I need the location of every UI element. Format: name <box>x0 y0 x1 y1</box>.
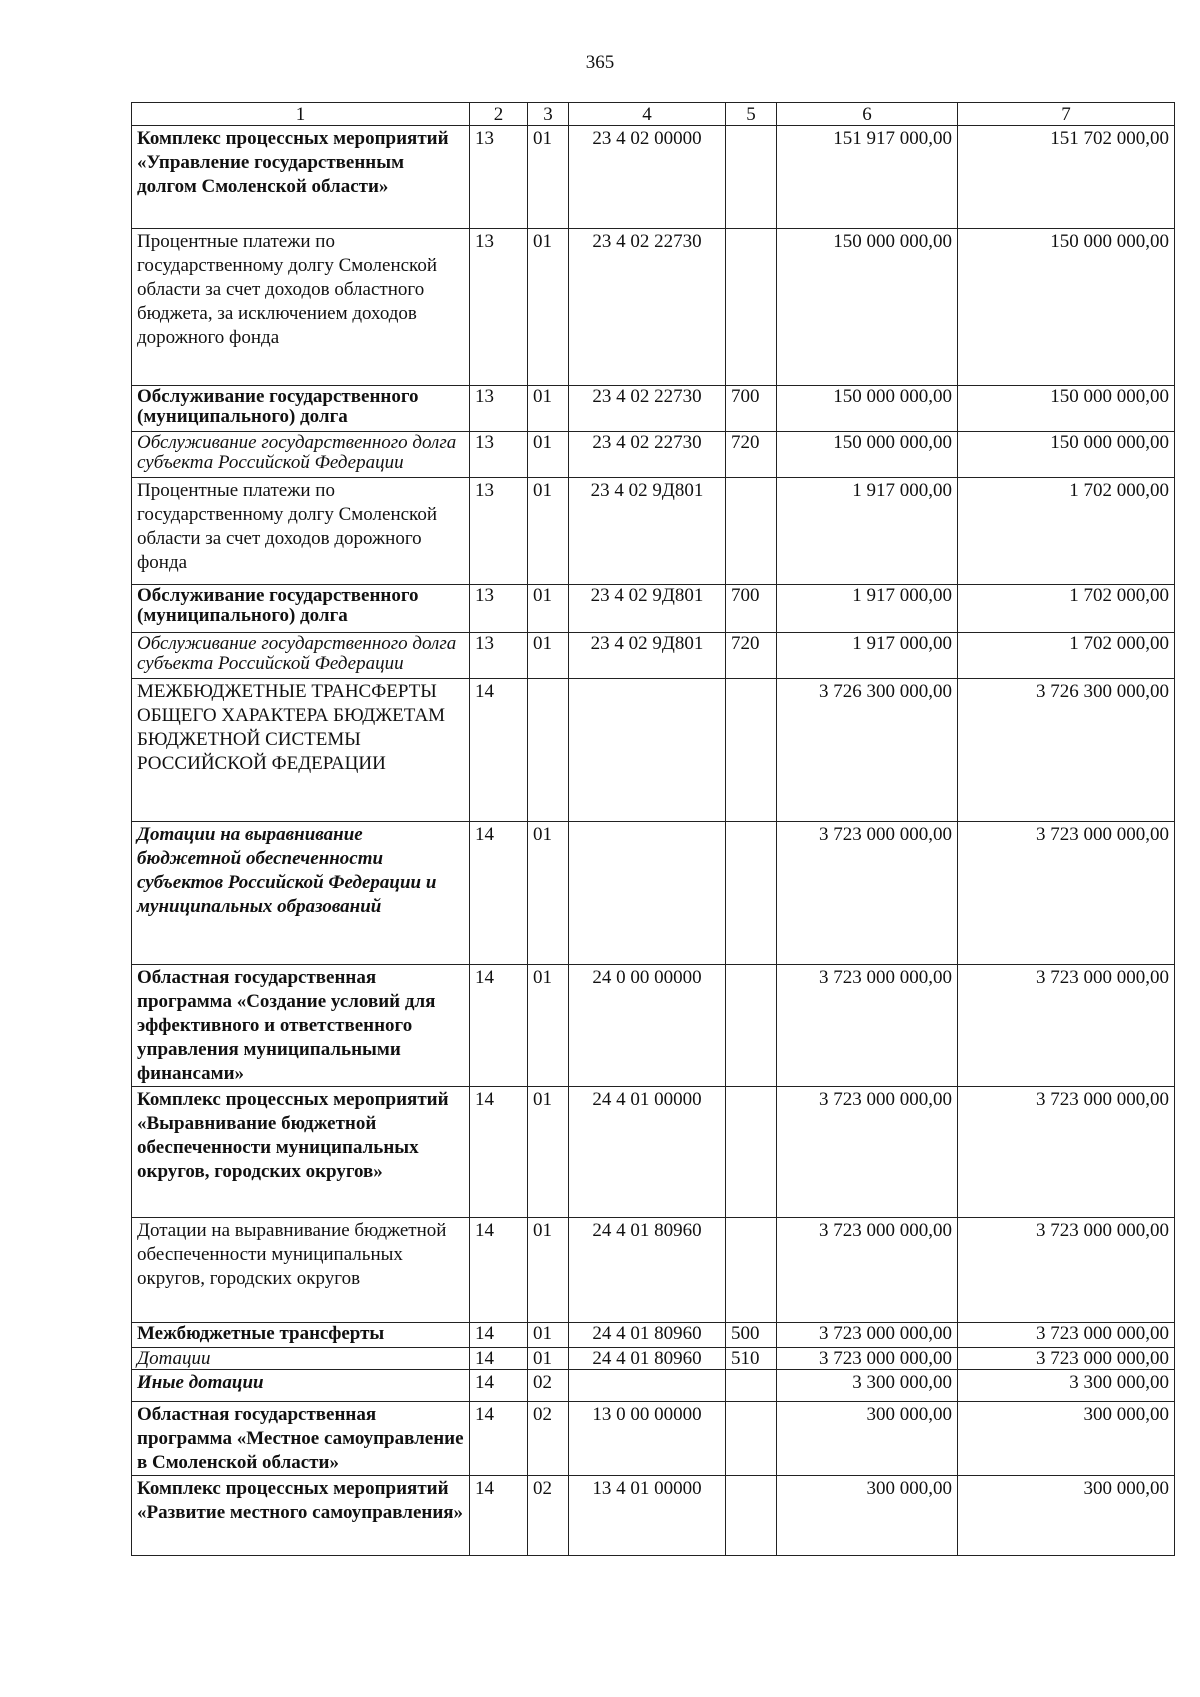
row-subsection: 01 <box>528 965 569 1087</box>
row-section: 14 <box>470 1348 528 1370</box>
row-amount-1: 3 723 000 000,00 <box>777 1218 958 1323</box>
row-target-code: 13 4 01 00000 <box>569 1476 726 1556</box>
row-target-code: 23 4 02 9Д801 <box>569 585 726 633</box>
row-subsection: 01 <box>528 126 569 229</box>
row-name: Процентные платежи по государственному долгу Смоленской области за счет доходов областного бюджета, за исключением доходов дорожного фонда <box>132 229 470 386</box>
row-target-code: 24 4 01 00000 <box>569 1087 726 1218</box>
row-section: 13 <box>470 126 528 229</box>
page-number: 365 <box>585 52 615 73</box>
header-cell: 1 <box>132 103 470 126</box>
row-section: 14 <box>470 1087 528 1218</box>
row-expense-type: 720 <box>726 633 777 679</box>
row-subsection <box>528 679 569 822</box>
header-cell: 2 <box>470 103 528 126</box>
header-cell: 5 <box>726 103 777 126</box>
row-name: Обслуживание государственного (муниципального) долга <box>132 585 470 633</box>
row-subsection: 02 <box>528 1476 569 1556</box>
row-amount-2: 3 726 300 000,00 <box>958 679 1175 822</box>
row-name: Комплекс процессных мероприятий «Управление государственным долгом Смоленской области» <box>132 126 470 229</box>
row-expense-type <box>726 1402 777 1476</box>
row-amount-1: 3 723 000 000,00 <box>777 1323 958 1348</box>
row-target-code: 24 0 00 00000 <box>569 965 726 1087</box>
table-row <box>132 1402 1175 1476</box>
row-section: 13 <box>470 229 528 386</box>
table-row <box>132 1323 1175 1348</box>
row-name: МЕЖБЮДЖЕТНЫЕ ТРАНСФЕРТЫ ОБЩЕГО ХАРАКТЕРА БЮДЖЕТАМ БЮДЖЕТНОЙ СИСТЕМЫ РОССИЙСКОЙ ФЕДЕРАЦИИ <box>132 679 470 822</box>
row-subsection: 01 <box>528 633 569 679</box>
row-expense-type <box>726 965 777 1087</box>
row-amount-2: 151 702 000,00 <box>958 126 1175 229</box>
row-amount-2: 150 000 000,00 <box>958 229 1175 386</box>
row-target-code: 23 4 02 9Д801 <box>569 478 726 585</box>
row-section: 14 <box>470 1370 528 1402</box>
row-subsection: 01 <box>528 1323 569 1348</box>
table-row <box>132 1476 1175 1556</box>
row-amount-1: 3 723 000 000,00 <box>777 822 958 965</box>
row-amount-2: 3 723 000 000,00 <box>958 1348 1175 1370</box>
row-name: Процентные платежи по государственному долгу Смоленской области за счет доходов дорожного фонда <box>132 478 470 585</box>
row-subsection: 01 <box>528 229 569 386</box>
row-amount-2: 150 000 000,00 <box>958 432 1175 478</box>
row-section: 14 <box>470 1323 528 1348</box>
row-subsection: 01 <box>528 1218 569 1323</box>
header-row <box>132 103 1175 126</box>
row-amount-1: 3 723 000 000,00 <box>777 1348 958 1370</box>
row-expense-type <box>726 1370 777 1402</box>
row-name: Дотации на выравнивание бюджетной обеспеченности муниципальных округов, городских округов <box>132 1218 470 1323</box>
table-row <box>132 1370 1175 1402</box>
row-subsection: 01 <box>528 822 569 965</box>
row-amount-1: 150 000 000,00 <box>777 229 958 386</box>
row-subsection: 02 <box>528 1402 569 1476</box>
row-amount-1: 1 917 000,00 <box>777 478 958 585</box>
row-amount-2: 1 702 000,00 <box>958 633 1175 679</box>
row-name: Дотации на выравнивание бюджетной обеспеченности субъектов Российской Федерации и муниципальных образований <box>132 822 470 965</box>
row-section: 14 <box>470 965 528 1087</box>
row-name: Комплекс процессных мероприятий «Выравнивание бюджетной обеспеченности муниципальных округов, городских округов» <box>132 1087 470 1218</box>
row-section: 14 <box>470 679 528 822</box>
row-amount-1: 300 000,00 <box>777 1476 958 1556</box>
table-row <box>132 432 1175 478</box>
row-expense-type: 700 <box>726 386 777 432</box>
row-amount-1: 3 723 000 000,00 <box>777 965 958 1087</box>
row-amount-2: 1 702 000,00 <box>958 585 1175 633</box>
row-name: Иные дотации <box>132 1370 470 1402</box>
row-target-code: 13 0 00 00000 <box>569 1402 726 1476</box>
row-expense-type: 700 <box>726 585 777 633</box>
row-amount-1: 150 000 000,00 <box>777 432 958 478</box>
row-target-code <box>569 822 726 965</box>
row-name: Обслуживание государственного долга субъекта Российской Федерации <box>132 432 470 478</box>
row-subsection: 01 <box>528 1087 569 1218</box>
table-row <box>132 822 1175 965</box>
table-row <box>132 633 1175 679</box>
table-row <box>132 1218 1175 1323</box>
budget-table <box>131 102 1175 1556</box>
row-target-code: 23 4 02 22730 <box>569 229 726 386</box>
row-subsection: 01 <box>528 432 569 478</box>
row-name: Дотации <box>132 1348 470 1370</box>
row-amount-1: 3 723 000 000,00 <box>777 1087 958 1218</box>
row-expense-type <box>726 478 777 585</box>
row-target-code <box>569 679 726 822</box>
row-subsection: 01 <box>528 478 569 585</box>
row-target-code: 23 4 02 00000 <box>569 126 726 229</box>
row-subsection: 01 <box>528 585 569 633</box>
row-expense-type <box>726 229 777 386</box>
row-amount-1: 150 000 000,00 <box>777 386 958 432</box>
table-row <box>132 965 1175 1087</box>
row-amount-1: 1 917 000,00 <box>777 585 958 633</box>
row-target-code <box>569 1370 726 1402</box>
row-amount-1: 3 300 000,00 <box>777 1370 958 1402</box>
table-row <box>132 679 1175 822</box>
table-row <box>132 126 1175 229</box>
table-row <box>132 386 1175 432</box>
header-cell: 7 <box>958 103 1175 126</box>
row-amount-2: 3 300 000,00 <box>958 1370 1175 1402</box>
row-expense-type: 500 <box>726 1323 777 1348</box>
row-section: 13 <box>470 478 528 585</box>
row-section: 14 <box>470 822 528 965</box>
row-section: 14 <box>470 1218 528 1323</box>
row-name: Обслуживание государственного долга субъекта Российской Федерации <box>132 633 470 679</box>
table-row <box>132 585 1175 633</box>
header-cell: 3 <box>528 103 569 126</box>
header-cell: 4 <box>569 103 726 126</box>
row-subsection: 02 <box>528 1370 569 1402</box>
row-section: 13 <box>470 386 528 432</box>
row-amount-2: 3 723 000 000,00 <box>958 1323 1175 1348</box>
row-target-code: 24 4 01 80960 <box>569 1323 726 1348</box>
row-subsection: 01 <box>528 386 569 432</box>
row-expense-type <box>726 126 777 229</box>
table-row <box>132 1348 1175 1370</box>
header-cell: 6 <box>777 103 958 126</box>
row-amount-2: 150 000 000,00 <box>958 386 1175 432</box>
row-expense-type <box>726 1087 777 1218</box>
row-section: 13 <box>470 585 528 633</box>
row-section: 13 <box>470 633 528 679</box>
table-row <box>132 478 1175 585</box>
row-amount-1: 151 917 000,00 <box>777 126 958 229</box>
row-section: 13 <box>470 432 528 478</box>
row-expense-type <box>726 1476 777 1556</box>
row-expense-type: 510 <box>726 1348 777 1370</box>
row-name: Обслуживание государственного (муниципального) долга <box>132 386 470 432</box>
row-expense-type <box>726 822 777 965</box>
row-target-code: 23 4 02 22730 <box>569 386 726 432</box>
row-amount-2: 300 000,00 <box>958 1402 1175 1476</box>
row-target-code: 23 4 02 22730 <box>569 432 726 478</box>
row-expense-type <box>726 1218 777 1323</box>
row-amount-2: 3 723 000 000,00 <box>958 822 1175 965</box>
row-target-code: 24 4 01 80960 <box>569 1218 726 1323</box>
row-name: Областная государственная программа «Создание условий для эффективного и ответственного управления муниципальными финансами» <box>132 965 470 1087</box>
row-amount-2: 3 723 000 000,00 <box>958 965 1175 1087</box>
table-row <box>132 229 1175 386</box>
row-name: Межбюджетные трансферты <box>132 1323 470 1348</box>
row-expense-type <box>726 679 777 822</box>
row-amount-2: 3 723 000 000,00 <box>958 1087 1175 1218</box>
row-amount-2: 3 723 000 000,00 <box>958 1218 1175 1323</box>
row-section: 14 <box>470 1402 528 1476</box>
row-section: 14 <box>470 1476 528 1556</box>
row-amount-1: 3 726 300 000,00 <box>777 679 958 822</box>
row-amount-2: 1 702 000,00 <box>958 478 1175 585</box>
row-expense-type: 720 <box>726 432 777 478</box>
row-name: Областная государственная программа «Местное самоуправление в Смоленской области» <box>132 1402 470 1476</box>
row-amount-1: 300 000,00 <box>777 1402 958 1476</box>
row-amount-1: 1 917 000,00 <box>777 633 958 679</box>
row-target-code: 23 4 02 9Д801 <box>569 633 726 679</box>
row-amount-2: 300 000,00 <box>958 1476 1175 1556</box>
row-subsection: 01 <box>528 1348 569 1370</box>
table-row <box>132 1087 1175 1218</box>
row-name: Комплекс процессных мероприятий «Развитие местного самоуправления» <box>132 1476 470 1556</box>
row-target-code: 24 4 01 80960 <box>569 1348 726 1370</box>
